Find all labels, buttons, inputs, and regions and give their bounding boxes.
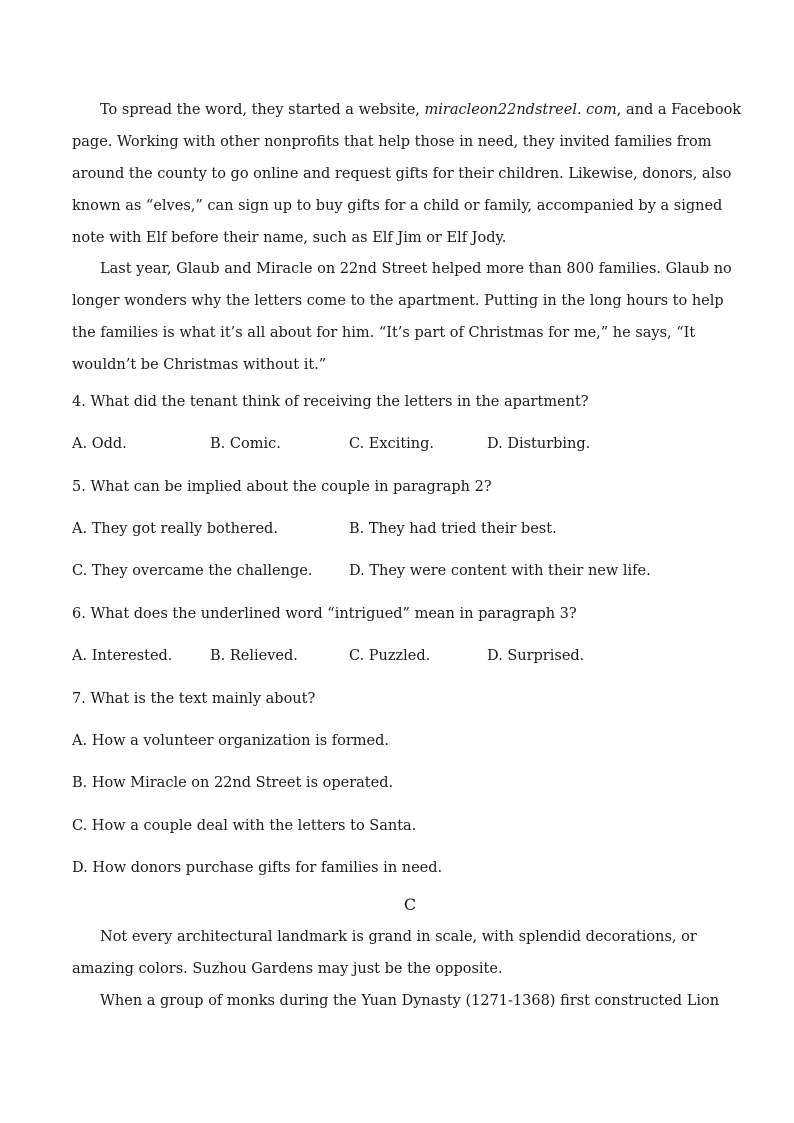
q6-option-a[interactable]: A. Interested. — [72, 648, 173, 664]
q4-option-a[interactable]: A. Odd. — [72, 436, 127, 452]
passage-b-p2-line-1: Last year, Glaub and Miracle on 22nd Street helped more than 800 families. Glaub no — [100, 261, 732, 277]
q7-option-c[interactable]: C. How a couple deal with the letters to Santa. — [72, 818, 417, 834]
q5-option-c[interactable]: C. They overcame the challenge. — [72, 563, 313, 579]
q7-option-b[interactable]: B. How Miracle on 22nd Street is operated. — [72, 775, 394, 791]
passage-b-p1-line-3: around the county to go online and request gifts for their children. Likewise, donors, also — [72, 166, 732, 182]
question-5: 5. What can be implied about the couple in paragraph 2? — [72, 479, 492, 495]
q5-option-d[interactable]: D. They were content with their new life. — [349, 563, 651, 579]
passage-b-p2-line-2: longer wonders why the letters come to the apartment. Putting in the long hours to help — [72, 293, 724, 309]
q5-option-b[interactable]: B. They had tried their best. — [349, 521, 557, 537]
q7-option-a[interactable]: A. How a volunteer organization is formed. — [72, 733, 390, 749]
passage-b-p1-line-2: page. Working with other nonprofits that help those in need, they invited families from — [72, 134, 712, 150]
section-heading-c: C — [403, 895, 417, 914]
q4-option-b[interactable]: B. Comic. — [210, 436, 281, 452]
q6-option-b[interactable]: B. Relieved. — [210, 648, 298, 664]
passage-b-p1-line-1 — [100, 100, 741, 120]
passage-b-p1-line-4: known as “elves,” can sign up to buy gifts for a child or family, accompanied by a signed — [72, 198, 723, 214]
question-7: 7. What is the text mainly about? — [72, 691, 316, 707]
passage-c-p2-line-1: When a group of monks during the Yuan Dynasty (1271-1368) first constructed Lion — [100, 993, 720, 1009]
passage-c-p1-line-2: amazing colors. Suzhou Gardens may just be the opposite. — [72, 961, 503, 977]
question-6: 6. What does the underlined word “intrigued” mean in paragraph 3? — [72, 606, 577, 622]
q6-option-d[interactable]: D. Surprised. — [487, 648, 585, 664]
q4-option-c[interactable]: C. Exciting. — [349, 436, 435, 452]
q6-option-c[interactable]: C. Puzzled. — [349, 648, 431, 664]
passage-b-p2-line-4: wouldn’t be Christmas without it.” — [72, 357, 327, 373]
text-span: , and a Facebook — [616, 102, 742, 118]
passage-c-p1-line-1: Not every architectural landmark is grand in scale, with splendid decorations, or — [100, 929, 697, 945]
question-4: 4. What did the tenant think of receiving the letters in the apartment? — [72, 394, 589, 410]
q5-option-a[interactable]: A. They got really bothered. — [72, 521, 278, 537]
q4-option-d[interactable]: D. Disturbing. — [487, 436, 591, 452]
passage-b-p1-line-5: note with Elf before their name, such as Elf Jim or Elf Jody. — [72, 230, 507, 246]
website-name: miracleon22ndstreel. com — [424, 102, 617, 118]
text-span: To spread the word, they started a website, — [100, 102, 425, 118]
q7-option-d[interactable]: D. How donors purchase gifts for families in need. — [72, 860, 443, 876]
passage-b-p2-line-3: the families is what it’s all about for him. “It’s part of Christmas for me,” he says, “It — [72, 325, 696, 341]
